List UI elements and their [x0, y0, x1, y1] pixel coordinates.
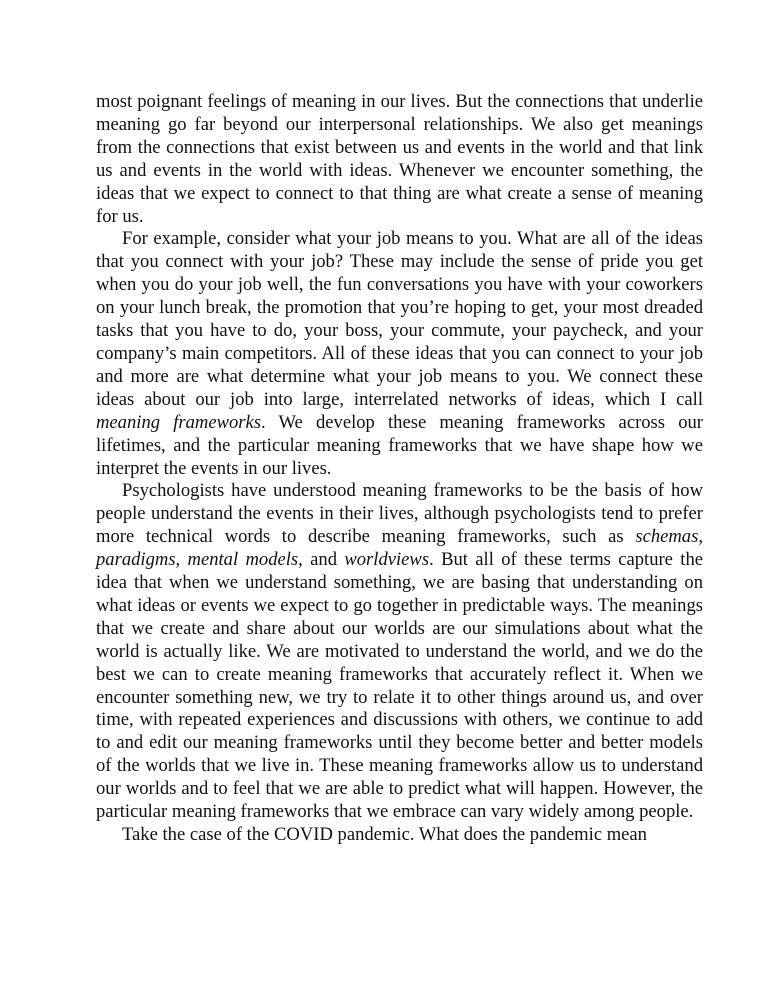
paragraph-3: [96, 480, 703, 824]
text-run: , and: [298, 549, 345, 571]
text-run: Take the case of the COVID pandemic. What does the pandemic mean: [122, 824, 647, 845]
paragraph-1: [96, 91, 703, 228]
italic-term: schemas, paradigms, mental models: [96, 526, 703, 571]
document-page: [96, 91, 703, 847]
italic-term: worldviews: [344, 549, 430, 571]
paragraph-2: [96, 228, 703, 480]
italic-term: meaning frameworks: [96, 411, 262, 433]
text-run: . But all of these terms capture the idea that when we understand something, we are basing that understanding on what ideas or events we expect to go together in predictable ways. The meanings that we create and share about our worlds are our simulations about what the world is actually like. We are motivated to understand the world, and we do the best we can to create meaning frameworks that accurately reflect it. When we encounter something new, we try to relate it to other things around us, and over time, with repeated experiences and discussions with others, we continue to add to and edit our meaning frameworks until they become better and better models of the worlds that we live in. These meaning frameworks allow us to understand our worlds and to feel that we are able to predict what will happen. However, the particular meaning frameworks that we embrace can vary widely among people.: [96, 549, 703, 823]
paragraph-4: [96, 824, 703, 847]
text-run: For example, consider what your job means to you. What are all of the ideas that you connect with your job? These may include the sense of pride you get when you do your job well, the fun conversations you have with your coworkers on your lunch break, the promotion that you’re hoping to get, your most dreaded tasks that you have to do, your boss, your commute, your paycheck, and your company’s main competitors. All of these ideas that you can connect to your job and more are what determine what your job means to you. We connect these ideas about our job into large, interrelated networks of ideas, which I call: [96, 228, 703, 410]
text-run: most poignant feelings of meaning in our lives. But the connections that underlie meaning go far beyond our interpersonal relationships. We also get meanings from the connections that exist between us and events in the world and that link us and events in the world with ideas. Whenever we encounter something, the ideas that we expect to connect to that thing are what create a sense of meaning for us.: [96, 91, 703, 227]
text-run: Psychologists have understood meaning frameworks to be the basis of how people understand the events in their lives, although psychologists tend to prefer more technical words to describe meaning frameworks, such as: [96, 480, 703, 548]
text-run: . We develop these meaning frameworks across our lifetimes, and the particular meaning frameworks that we have shape how we interpret the events in our lives.: [96, 411, 703, 479]
